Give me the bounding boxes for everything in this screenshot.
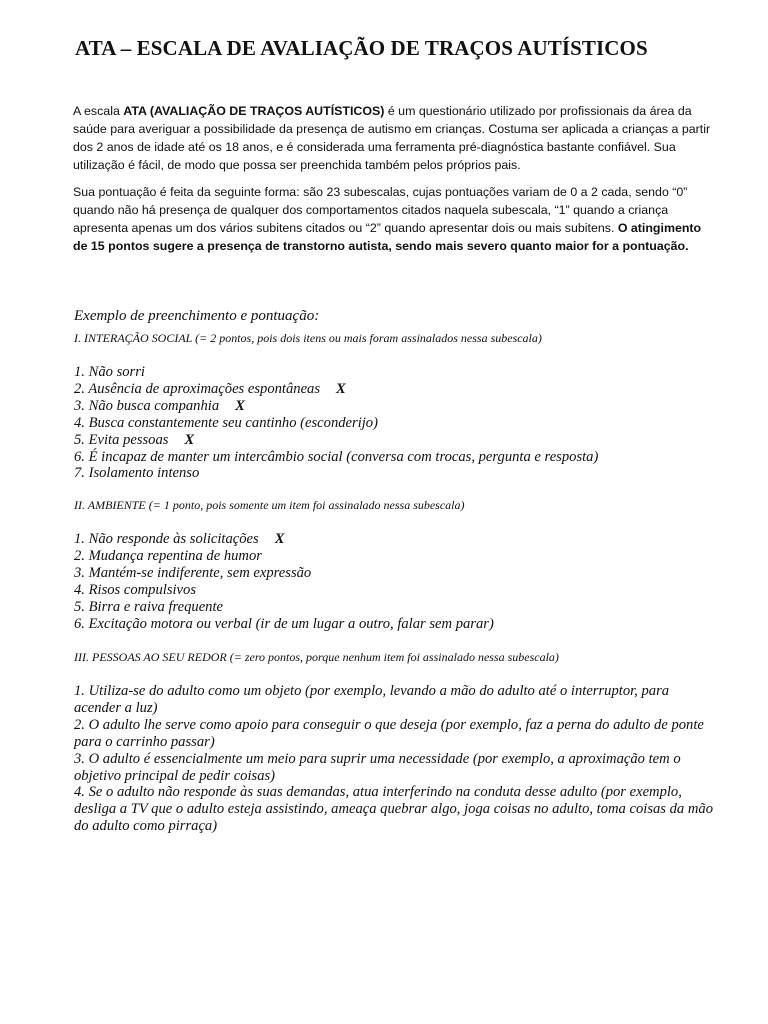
list-item: 1. Utiliza-se do adulto como um objeto (por exemplo, levando a mão do adulto até o interruptor, para acender a luz) xyxy=(74,683,670,716)
checked-mark: X xyxy=(235,397,245,414)
intro-p1-post: é um questionário utilizado por profissionais da área da saúde para averiguar a possibilidade da presença de autismo em crianças. Costuma ser aplicada a crianças a partir dos 2 anos de idade até os 18 anos, e é considerada uma ferramenta pré-diagnóstica bastante confiável. Sua utilização é fácil, de modo que possa ser preenchida também pelos próprios pais. xyxy=(73,104,711,172)
checked-mark: X xyxy=(184,431,195,448)
intro-p1-pre: A escala xyxy=(73,104,124,118)
section-1-heading: I. INTERAÇÃO SOCIAL (= 2 pontos, pois dois itens ou mais foram assinalados nessa subescala) xyxy=(74,331,542,345)
list-item: 7. Isolamento intenso xyxy=(74,465,200,482)
list-item: 3. Mantém-se indiferente, sem expressão xyxy=(74,564,312,581)
list-item: 3. O adulto é essencialmente um meio para suprir uma necessidade (por exemplo, a aproximação tem o objetivo principal de pedir coisas) xyxy=(74,750,681,784)
section-1-items xyxy=(74,364,724,482)
section-2-items xyxy=(74,531,724,632)
intro-paragraph-2 xyxy=(73,183,713,255)
list-item: 4. Se o adulto não responde às suas demandas, atua interferindo na conduta desse adulto (por exemplo, desliga a TV que o adulto esteja assistindo, ameaça quebrar algo, joga coisas no adulto, toma coisas da mão do adulto como pirraça) xyxy=(74,784,714,835)
section-3-heading: III. PESSOAS AO SEU REDOR (= zero pontos, porque nenhum item foi assinalado nessa subescala) xyxy=(74,650,559,664)
section-2-heading: II. AMBIENTE (= 1 ponto, pois somente um item foi assinalado nessa subescala) xyxy=(74,498,465,512)
list-item: 1. Não responde às solicitações X xyxy=(74,531,285,547)
list-item: 6. É incapaz de manter um intercâmbio social (conversa com trocas, pergunta e resposta) xyxy=(74,448,599,465)
list-item: 1. Não sorri xyxy=(74,364,145,380)
checked-mark: X xyxy=(336,380,346,397)
list-item: 6. Excitação motora ou verbal (ir de um lugar a outro, falar sem parar) xyxy=(74,615,494,632)
document-title: ATA – ESCALA DE AVALIAÇÃO DE TRAÇOS AUTÍSTICOS xyxy=(75,36,648,60)
list-item: 4. Risos compulsivos xyxy=(74,581,197,598)
list-item: 5. Evita pessoas X xyxy=(74,431,195,448)
intro-p2-bold: O atingimento de 15 pontos sugere a presença de transtorno autista, sendo mais severo quanto maior for a pontuação. xyxy=(73,221,702,253)
list-item: 3. Não busca companhia X xyxy=(74,397,245,414)
list-item: 2. O adulto lhe serve como apoio para conseguir o que deseja (por exemplo, faz a perna do adulto de ponte para o carrinho passar) xyxy=(74,716,704,750)
list-item: 5. Birra e raiva frequente xyxy=(74,598,224,615)
intro-paragraph-1 xyxy=(73,102,713,174)
list-item: 2. Mudança repentina de humor xyxy=(74,547,262,564)
checked-mark: X xyxy=(274,531,285,547)
list-item: 2. Ausência de aproximações espontâneas X xyxy=(74,380,346,397)
section-3-items xyxy=(74,683,714,835)
intro-p1-bold: ATA (AVALIAÇÃO DE TRAÇOS AUTÍSTICOS) xyxy=(123,104,385,118)
intro-p2-pre: Sua pontuação é feita da seguinte forma: são 23 subescalas, cujas pontuações variam de 0 a 2 cada, sendo “0” quando não há presença de qualquer dos comportamentos citados naquela subescala, “1” quando a criança apresenta apenas um dos vários subitens citados ou “2” quando apresentar dois ou mais subitens. xyxy=(73,185,688,235)
example-heading: Exemplo de preenchimento e pontuação: xyxy=(74,308,320,324)
list-item: 4. Busca constantemente seu cantinho (esconderijo) xyxy=(74,414,378,431)
